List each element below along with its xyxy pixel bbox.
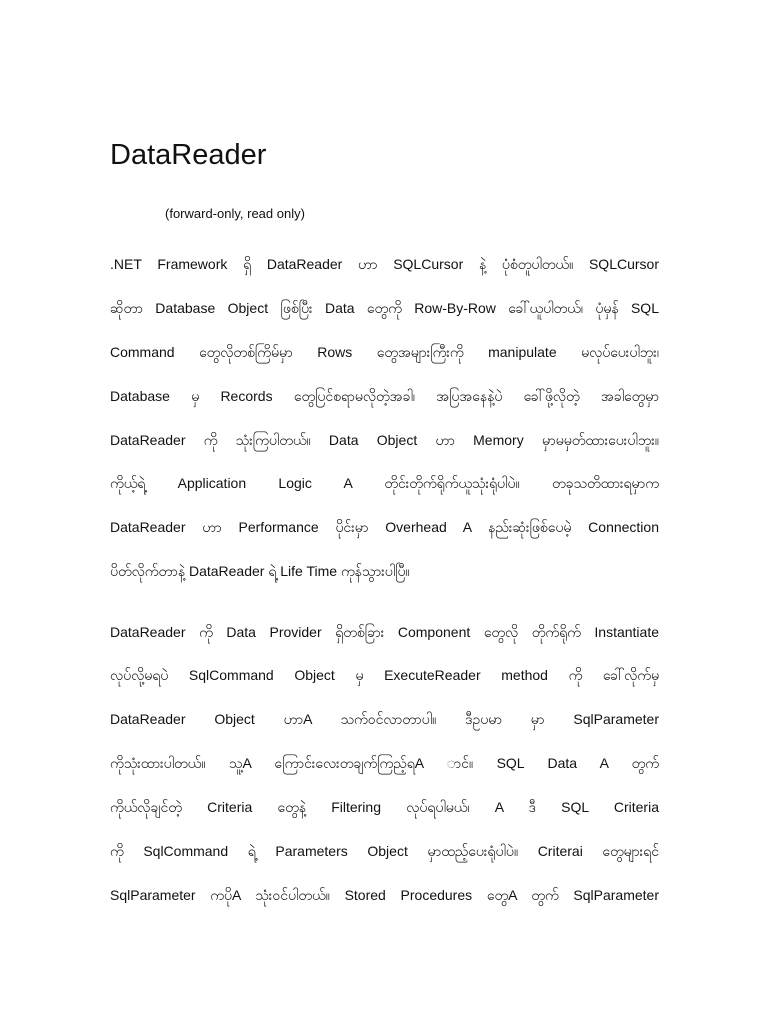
document-title: DataReader	[110, 139, 267, 171]
paragraph-line: လုပ်လို့မရပဲ SqlCommand Object မှ ExecuteReader method ကို ခေါ်လိုက်မှ	[110, 667, 659, 683]
paragraph-line: DataReader ဟာ Performance ပိုင်းမှာ Overhead A နည်းဆုံးဖြစ်ပေမဲ့ Connection	[110, 519, 659, 535]
paragraph-line: Database မှ Records တွေပြင်စရာမလိုတဲ့အခါ၊ အပြအနေနဲ့ပဲ ခေါ်ဖို့လိုတဲ့ အခါတွေမှာ	[110, 388, 659, 404]
paragraph-line: ကို SqlCommand ရဲ့ Parameters Object မှာထည့်ပေးရုံပါပဲ။ Criterai တွေများရင်	[110, 843, 659, 859]
document-subtitle: (forward-only, read only)	[165, 206, 305, 221]
paragraph-line: SqlParameter ကပိုA သုံးဝင်ပါတယ်။ Stored Procedures တွေA တွက် SqlParameter	[110, 887, 659, 903]
paragraph-line: ပိတ်လိုက်တာနဲ့ DataReader ရဲ့ Life Time ကုန်သွားပါပြီ။	[110, 563, 410, 579]
paragraph-line: ကိုယ်လိုချင်တဲ့ Criteria တွေနဲ့ Filtering လုပ်ရပါမယ်၊ A ဒီ SQL Criteria	[110, 799, 659, 815]
paragraph-line: .NET Framework ရှိ DataReader ဟာ SQLCursor နဲ့ ပုံစံတူပါတယ်။ SQLCursor	[110, 256, 659, 272]
paragraph-line: DataReader ကို Data Provider ရှိတစ်ခြား Component တွေလို တိုက်ရိုက် Instantiate	[110, 624, 659, 640]
paragraph-line: DataReader Object ဟာA သက်ဝင်လာတာပါ။ ဒီဥပမာ မှာ SqlParameter	[110, 711, 659, 727]
paragraph-line: ဆိုတာ Database Object ဖြစ်ပြီး Data တွေကို Row-By-Row ခေါ်ယူပါတယ်၊ ပုံမှန် SQL	[110, 300, 659, 316]
paragraph-line: Command တွေလိုတစ်ကြိမ်မှာ Rows တွေအများကြီးကို manipulate မလုပ်ပေးပါဘူး၊	[110, 344, 659, 360]
paragraph-line: ကိုယ့်ရဲ့ Application Logic A တိုင်းတိုက်ရိုက်ယူသုံးရုံပါပဲ။ တခုသတိထားရမှာက	[110, 475, 659, 491]
paragraph-line: DataReader ကို သုံးကြပါတယ်။ Data Object ဟာ Memory မှာမမှတ်ထားပေးပါဘူး။	[110, 432, 659, 448]
paragraph-line: ကိုသုံးထားပါတယ်။ သူ့A ကြောင်းလေးတချက်ကြည့်ရA ာင်။ SQL Data A တွက်	[110, 755, 659, 771]
